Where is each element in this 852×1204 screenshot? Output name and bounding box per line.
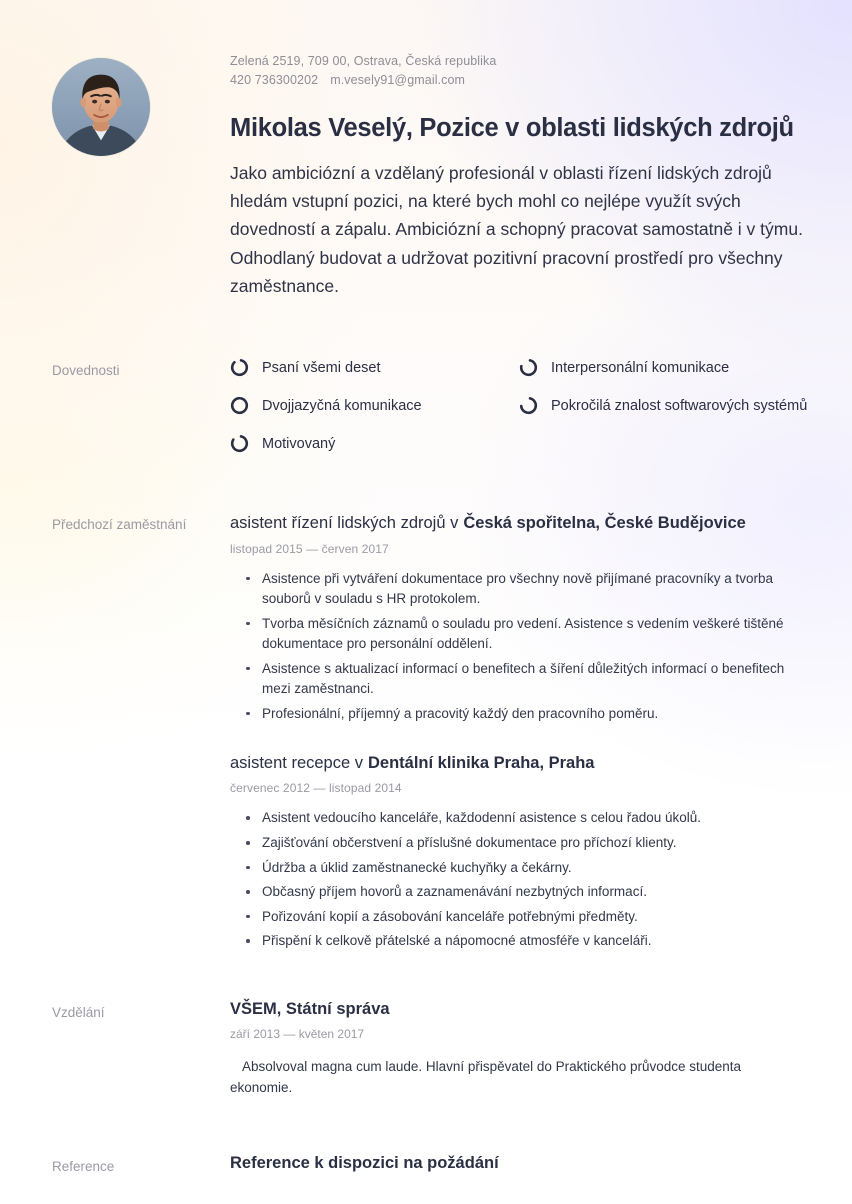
job-bullet: Asistence při vytváření dokumentace pro všechny nově přijímané pracovníky a tvorba souborů v souladu s HR protokolem. — [260, 569, 808, 610]
skill-item — [519, 358, 808, 377]
skill-name: Interpersonální komunikace — [551, 359, 730, 376]
job-bullet: Údržba a úklid zaměstnanecké kuchyňky a čekárny. — [260, 858, 808, 879]
job-bullet: Tvorba měsíčních záznamů o souladu pro vedení. Asistence s vedením veškeré tištěné dokumentace pro personální oddělení. — [260, 614, 808, 655]
education-dates: září 2013 — květen 2017 — [230, 1026, 365, 1041]
resume-header — [52, 44, 808, 300]
job-entry — [230, 512, 808, 724]
job-role: asistent recepce v — [230, 754, 363, 773]
reference-text: Reference k dispozici na požádání — [230, 1154, 499, 1173]
job-bullet: Přispění k celkově přátelské a nápomocné atmosféře v kanceláři. — [260, 931, 808, 952]
reference-label: Reference — [52, 1159, 115, 1175]
skill-level-ring-icon — [230, 358, 249, 377]
education-title: VŠEM, Státní správa — [230, 999, 390, 1018]
employment-section — [52, 512, 808, 955]
skill-name: Motivovaný — [262, 435, 336, 452]
skill-name: Psaní všemi deset — [262, 359, 381, 376]
education-entry — [230, 1000, 808, 1099]
job-bullet: Zajišťování občerstvení a příslušné dokumentace pro příchozí klienty. — [260, 833, 808, 854]
skill-item — [519, 396, 808, 415]
skill-item — [230, 358, 519, 377]
skill-item — [230, 396, 519, 415]
skills-section — [52, 358, 808, 472]
contact-email: m.vesely91@gmail.com — [330, 73, 466, 88]
job-bullet: Občasný příjem hovorů a zaznamenávání nezbytných informací. — [260, 882, 808, 903]
job-role: asistent řízení lidských zdrojů v — [230, 514, 459, 533]
job-company: Česká spořitelna, České Budějovice — [463, 514, 746, 533]
page-title: Mikolas Veselý, Pozice v oblasti lidských zdrojů — [230, 113, 794, 142]
job-bullet: Profesionální, příjemný a pracovitý každý den pracovního poměru. — [260, 704, 808, 725]
skill-item — [230, 434, 519, 453]
contact-phone: 420 736300202 — [230, 73, 319, 88]
skill-name: Dvojjazyčná komunikace — [262, 397, 422, 414]
employment-list — [230, 512, 808, 955]
job-dates: červenec 2012 — listopad 2014 — [230, 781, 402, 796]
job-bullet-list — [230, 569, 808, 725]
job-bullet: Pořizování kopií a zásobování kanceláře potřebnými předměty. — [260, 907, 808, 928]
skills-grid — [230, 358, 808, 472]
skill-level-ring-icon — [230, 396, 249, 415]
job-dates: listopad 2015 — červen 2017 — [230, 541, 389, 556]
reference-section — [52, 1154, 808, 1177]
skill-name: Pokročilá znalost softwarových systémů — [551, 397, 808, 414]
job-bullet-list — [230, 808, 808, 951]
employment-label: Předchozí zaměstnání — [52, 517, 187, 533]
job-entry — [230, 752, 808, 951]
skill-level-ring-icon — [519, 396, 538, 415]
skill-level-ring-icon — [230, 434, 249, 453]
education-section — [52, 1000, 808, 1099]
contact-phone-email — [230, 71, 808, 90]
education-label: Vzdělání — [52, 1004, 105, 1020]
job-bullet: Asistent vedoucího kanceláře, každodenní asistence s celou řadou úkolů. — [260, 808, 808, 829]
profile-summary: Jako ambiciózní a vzdělaný profesionál v oblasti řízení lidských zdrojů hledám vstupní pozici, na které bych mohl co nejlépe využít svých dovedností a zápalu. Ambiciózní a schopný pracovat samostatně i v týmu. Odhodlaný budovat a udržovat pozitivní pracovní prostředí pro všechny zaměstnance. — [230, 162, 803, 296]
header-main — [230, 44, 808, 300]
job-company: Dentální klinika Praha, Praha — [367, 754, 595, 773]
job-title — [230, 752, 808, 774]
avatar — [52, 58, 150, 156]
profile-photo-icon — [52, 58, 150, 156]
job-title — [230, 512, 808, 534]
skill-level-ring-icon — [519, 358, 538, 377]
education-description: Absolvoval magna cum laude. Hlavní přispěvatel do Praktického průvodce studenta ekonomie. — [230, 1058, 742, 1095]
contact-address: Zelená 2519, 709 00, Ostrava, Česká republika — [230, 54, 497, 68]
avatar-column — [52, 44, 230, 156]
job-bullet: Asistence s aktualizací informací o benefitech a šíření důležitých informací o benefitech mezi zaměstnanci. — [260, 659, 808, 700]
skills-label: Dovednosti — [52, 363, 120, 379]
